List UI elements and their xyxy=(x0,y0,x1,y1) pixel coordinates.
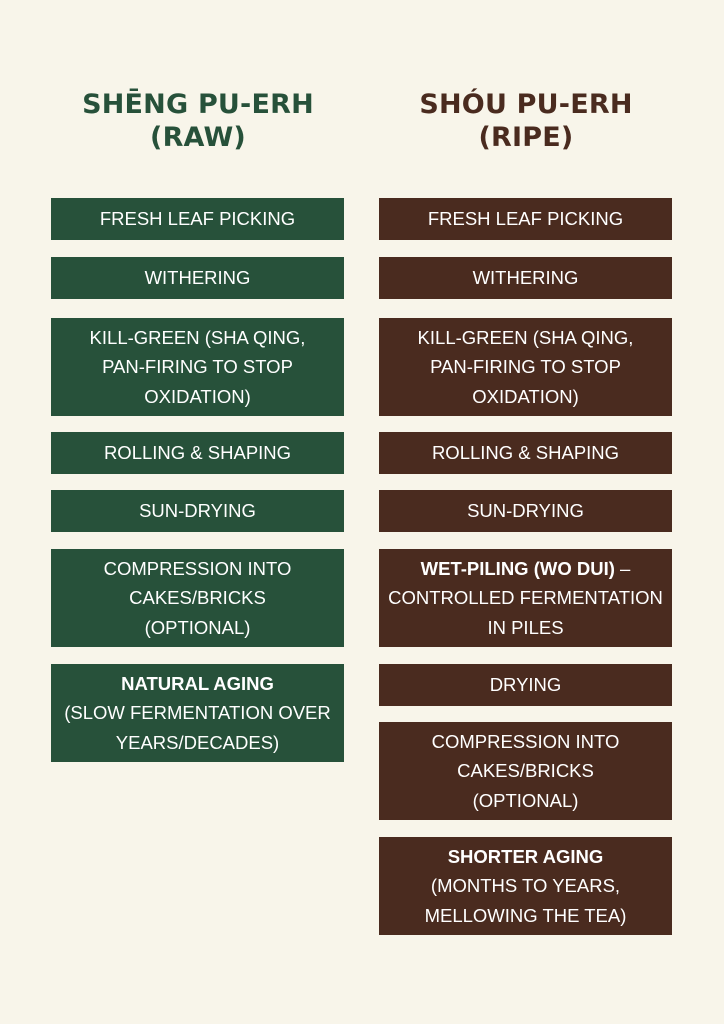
ripe-step-3-line-3: OXIDATION) xyxy=(472,385,579,407)
raw-step-fresh-leaf-picking xyxy=(51,198,344,240)
ripe-step-4-line-1: ROLLING & SHAPING xyxy=(431,442,620,464)
raw-step-6-line-1: COMPRESSION INTO xyxy=(103,557,292,579)
ripe-step-5-line-1: SUN-DRYING xyxy=(467,500,584,522)
ripe-step-8-line-2: CAKES/BRICKS xyxy=(457,760,594,782)
raw-step-kill-green xyxy=(51,318,344,416)
ripe-step-9-line-2: MELLOWING THE TEA) xyxy=(424,904,627,926)
ripe-step-rolling-shaping xyxy=(379,432,672,474)
raw-column-title xyxy=(51,88,345,154)
ripe-step-compression xyxy=(379,722,672,820)
raw-step-3-line-2: PAN-FIRING TO STOP xyxy=(102,356,293,378)
ripe-step-drying xyxy=(379,664,672,706)
raw-step-3-line-3: OXIDATION) xyxy=(144,385,251,407)
ripe-title-line-1: SHÓU PU-ERH xyxy=(419,89,633,120)
raw-step-withering xyxy=(51,257,344,299)
ripe-step-6-bold: WET-PILING (WO DUI) xyxy=(420,557,615,579)
ripe-step-6-first-line xyxy=(421,554,631,584)
ripe-step-6-line-2: IN PILES xyxy=(487,616,564,638)
raw-step-6-line-3: (OPTIONAL) xyxy=(144,616,251,638)
raw-step-7-line-1: (SLOW FERMENTATION OVER xyxy=(64,702,331,724)
raw-step-3-line-1: KILL-GREEN (SHA QING, xyxy=(89,326,306,348)
ripe-step-9-bold: SHORTER AGING xyxy=(447,845,604,867)
ripe-step-shorter-aging xyxy=(379,837,672,935)
ripe-step-3-line-1: KILL-GREEN (SHA QING, xyxy=(417,326,634,348)
ripe-step-wet-piling xyxy=(379,549,672,647)
raw-step-natural-aging xyxy=(51,664,344,762)
raw-step-4-line-1: ROLLING & SHAPING xyxy=(103,442,292,464)
ripe-column-title xyxy=(379,88,673,154)
ripe-step-7-line-1: DRYING xyxy=(489,674,562,696)
ripe-step-2-line-1: WITHERING xyxy=(472,267,579,289)
ripe-step-6-line-1: CONTROLLED FERMENTATION xyxy=(388,587,663,609)
raw-title-line-2: (RAW) xyxy=(150,122,246,153)
raw-step-2-line-1: WITHERING xyxy=(144,267,251,289)
raw-step-rolling-shaping xyxy=(51,432,344,474)
raw-step-sun-drying xyxy=(51,490,344,532)
raw-step-1-line-1: FRESH LEAF PICKING xyxy=(99,208,296,230)
ripe-step-9-line-1: (MONTHS TO YEARS, xyxy=(430,875,621,897)
ripe-step-sun-drying xyxy=(379,490,672,532)
raw-step-7-line-2: YEARS/DECADES) xyxy=(115,731,280,753)
ripe-step-1-line-1: FRESH LEAF PICKING xyxy=(427,208,624,230)
ripe-step-3-line-2: PAN-FIRING TO STOP xyxy=(430,356,621,378)
ripe-step-fresh-leaf-picking xyxy=(379,198,672,240)
raw-step-7-bold: NATURAL AGING xyxy=(121,672,274,694)
ripe-step-kill-green xyxy=(379,318,672,416)
raw-step-compression xyxy=(51,549,344,647)
raw-title-line-1: SHĒNG PU-ERH xyxy=(82,89,314,120)
ripe-step-6-dash: – xyxy=(614,557,631,579)
ripe-step-8-line-1: COMPRESSION INTO xyxy=(431,730,620,752)
raw-step-5-line-1: SUN-DRYING xyxy=(139,500,256,522)
ripe-title-line-2: (RIPE) xyxy=(478,122,574,153)
ripe-step-withering xyxy=(379,257,672,299)
raw-step-6-line-2: CAKES/BRICKS xyxy=(129,587,266,609)
ripe-step-8-line-3: (OPTIONAL) xyxy=(472,789,579,811)
